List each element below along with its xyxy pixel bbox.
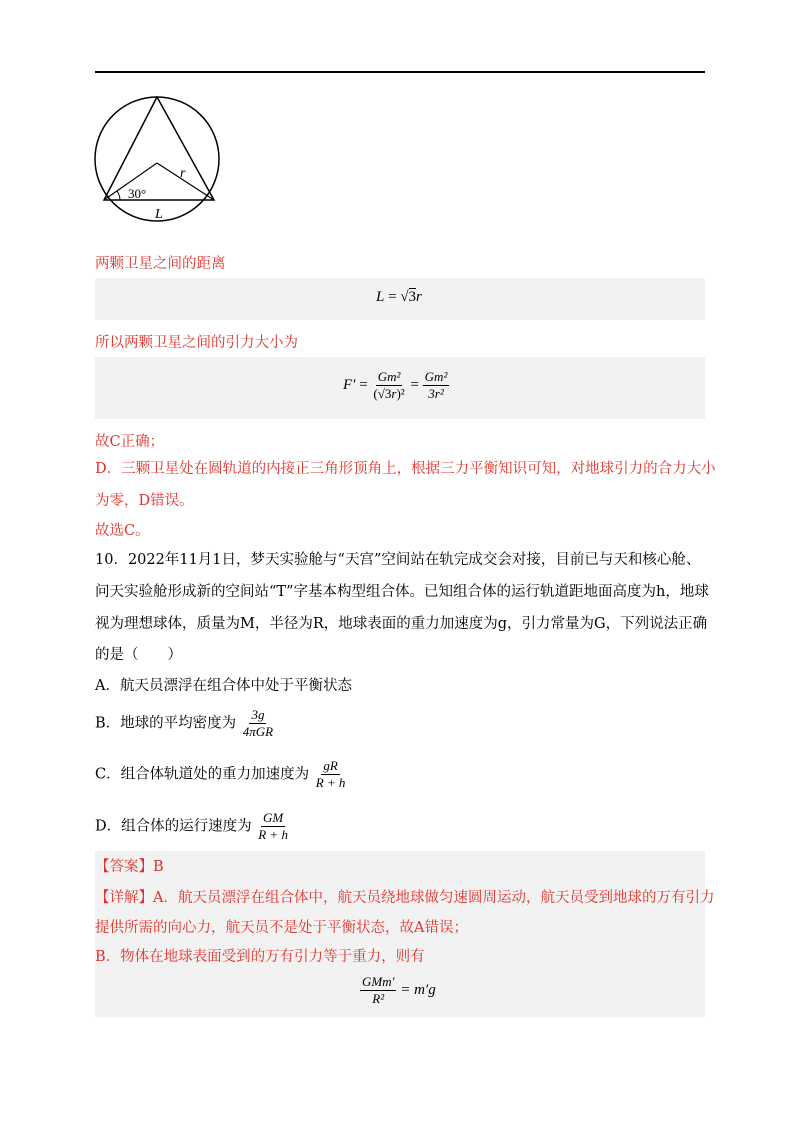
d-explanation-line1: D．三颗卫星处在圆轨道的内接正三角形顶角上，根据三力平衡知识可知，对地球引力的合力大小 (95, 461, 716, 477)
question-line4: 的是（ ） (95, 647, 182, 663)
question-line3: 视为理想球体，质量为M，半径为R，地球表面的重力加速度为g，引力常量为G，下列说法正确 (95, 616, 708, 632)
option-c: C．组合体轨道处的重力加速度为 $\frac{gR}{R + h}$ (95, 758, 346, 790)
side-label: L (155, 207, 163, 222)
option-d: D．组合体的运行速度为 $\frac{GM}{R + h}$ (95, 810, 288, 842)
answer-detail-line2: 提供所需的向心力，航天员不是处于平衡状态，故A错误； (95, 920, 468, 936)
option-d-fraction: $\frac{GM}{R + h}$ (258, 810, 288, 842)
force-fraction-2: $\frac{\text{Gm²}}{\text{3r²}}$ (424, 369, 448, 401)
orbit-circle (95, 97, 219, 221)
gravity-fraction: $\frac{\text{GMm′}}{\text{R²}}$ (362, 974, 395, 1006)
d-explanation-line2: 为零，D错误。 (95, 493, 194, 509)
answer-detail-line3: B．物体在地球表面受到的万有引力等于重力，则有 (95, 949, 425, 965)
radius-line-right (157, 163, 214, 200)
distance-intro: 两颗卫星之间的距离 (95, 256, 226, 272)
option-b: B．地球的平均密度为 $\frac{3g}{\text{4πGR}}$ (95, 707, 274, 739)
answer-detail-line1: 【详解】A．航天员漂浮在组合体中，航天员绕地球做匀速圆周运动，航天员受到地球的万有引力 (95, 890, 715, 906)
option-c-fraction: $\frac{gR}{R + h}$ (315, 758, 346, 790)
triangle-circle-diagram (90, 96, 230, 226)
choose-c-line: 故选C。 (95, 523, 150, 539)
c-correct-line: 故C正确； (95, 434, 165, 450)
option-b-fraction: $\frac{3g}{\text{4πGR}}$ (242, 707, 274, 739)
question-line1: 10．2022年11月1日，梦天实验舱与“天宫”空间站在轨完成交会对接，目前已与天和核心舱、 (95, 552, 701, 568)
header-rule (95, 71, 705, 73)
force-formula: F′ = $\frac{\text{Gm²}}{\text{(√3r)²}}$ = $\frac{\text{Gm²}}{\text{3r²}}$ (343, 369, 448, 401)
gravity-equation: $\frac{\text{GMm′}}{\text{R²}}$ = m′g (362, 974, 436, 1006)
angle-label: 30° (128, 186, 147, 201)
formula-box-force (95, 357, 705, 419)
radius-label: r (180, 166, 186, 181)
force-fraction-1: $\frac{\text{Gm²}}{\text{(√3r)²}}$ (373, 369, 405, 401)
formula-box-distance (95, 278, 705, 320)
angle-arc (117, 191, 120, 200)
option-a: A．航天员漂浮在组合体中处于平衡状态 (95, 678, 352, 694)
answer-label: 【答案】B (95, 859, 164, 875)
distance-formula: L = √3r (376, 289, 422, 305)
question-line2: 问天实验舱形成新的空间站“T”字基本构型组合体。已知组合体的运行轨道距地面高度为h，地球 (95, 584, 709, 600)
force-intro: 所以两颗卫星之间的引力大小为 (95, 335, 298, 351)
